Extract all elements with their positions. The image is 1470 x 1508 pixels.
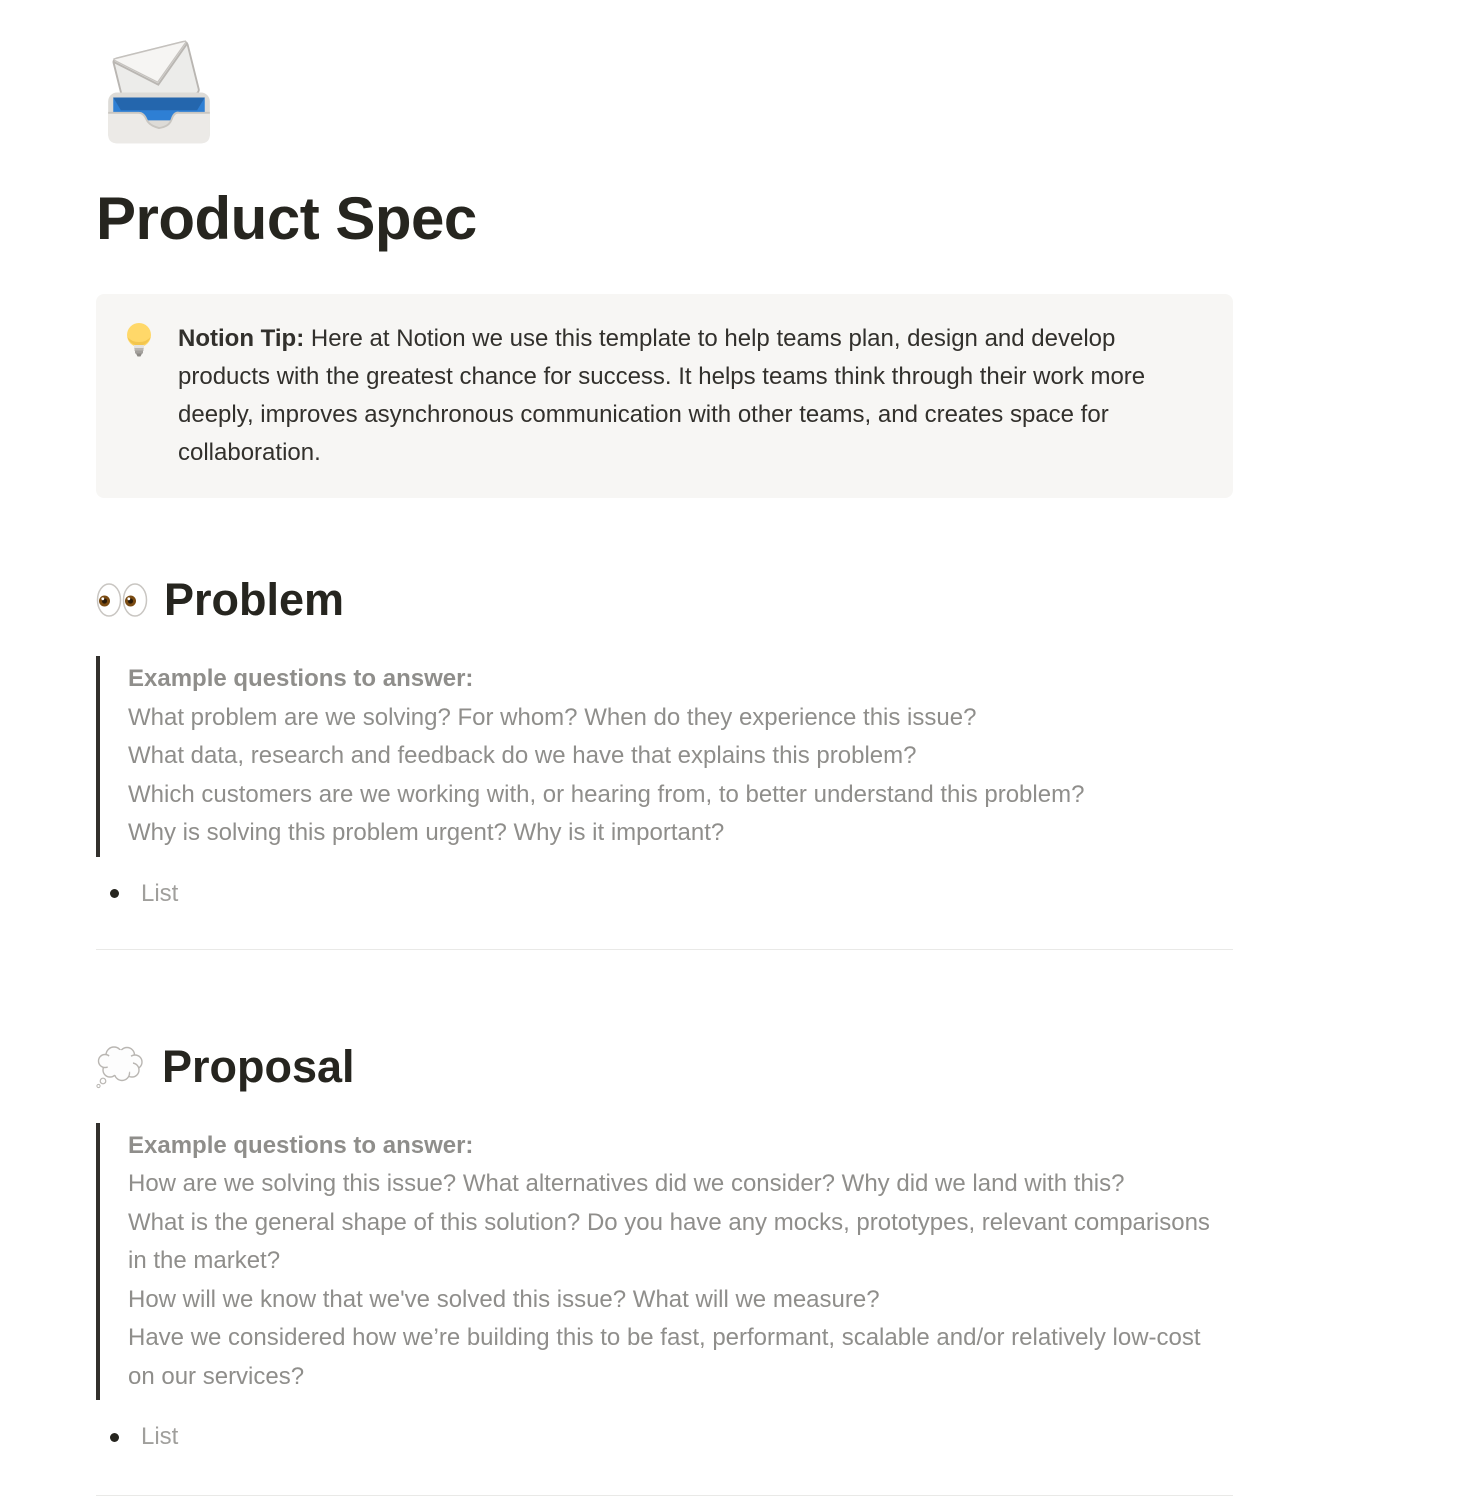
divider-line xyxy=(96,1495,1233,1496)
callout-text xyxy=(178,320,1207,472)
list-placeholder: List xyxy=(141,879,179,907)
quote-question: How will we know that we've solved this issue? What will we measure? xyxy=(128,1285,880,1313)
divider-block[interactable] xyxy=(96,1482,1233,1508)
quote-question: Have we considered how we’re building this to be fast, performant, scalable and/or relatively low-cost on our services? xyxy=(128,1324,1201,1390)
quote-label: Example questions to answer: xyxy=(128,665,474,692)
quote-question: What is the general shape of this solution? Do you have any mocks, prototypes, relevant comparisons in the market? xyxy=(128,1208,1210,1274)
incoming-envelope-icon[interactable] xyxy=(98,34,220,156)
thought-balloon-icon xyxy=(96,1045,146,1089)
problem-quote-block[interactable] xyxy=(96,656,1233,857)
heading-proposal-label: Proposal xyxy=(162,1040,355,1092)
divider-block[interactable] xyxy=(96,937,1233,963)
bulleted-list-item[interactable] xyxy=(96,875,1233,913)
list-placeholder: List xyxy=(141,1423,179,1450)
callout-label: Notion Tip: xyxy=(178,325,305,352)
quote-question: How are we solving this issue? What alternatives did we consider? Why did we land with this? xyxy=(128,1170,1125,1197)
divider-line xyxy=(96,949,1233,950)
bulleted-list-item[interactable] xyxy=(96,1418,1233,1456)
page-title[interactable]: Product Spec xyxy=(96,185,477,252)
heading-problem[interactable] xyxy=(96,572,1233,628)
bullet-icon xyxy=(110,1433,119,1442)
quote-question: What data, research and feedback do we have that explains this problem? xyxy=(128,742,917,769)
quote-label: Example questions to answer: xyxy=(128,1131,474,1159)
quote-question: Why is solving this problem urgent? Why is it important? xyxy=(128,819,725,846)
page-content xyxy=(96,0,1233,1508)
heading-problem-label: Problem xyxy=(164,574,345,625)
notion-tip-callout[interactable] xyxy=(96,294,1233,498)
light-bulb-icon xyxy=(122,322,156,360)
quote-question: Which customers are we working with, or hearing from, to better understand this problem? xyxy=(128,780,1085,808)
quote-question: What problem are we solving? For whom? When do they experience this issue? xyxy=(128,703,977,731)
bullet-icon xyxy=(110,889,119,898)
proposal-quote-block[interactable] xyxy=(96,1123,1233,1401)
heading-proposal[interactable] xyxy=(96,1039,1233,1095)
eyes-icon xyxy=(96,583,148,617)
callout-body-text: Here at Notion we use this template to help teams plan, design and develop products with the greatest chance for success. It helps teams think through their work more deeply, improves asynchronous communication with other teams, and creates space for collaboration. xyxy=(178,325,1146,466)
